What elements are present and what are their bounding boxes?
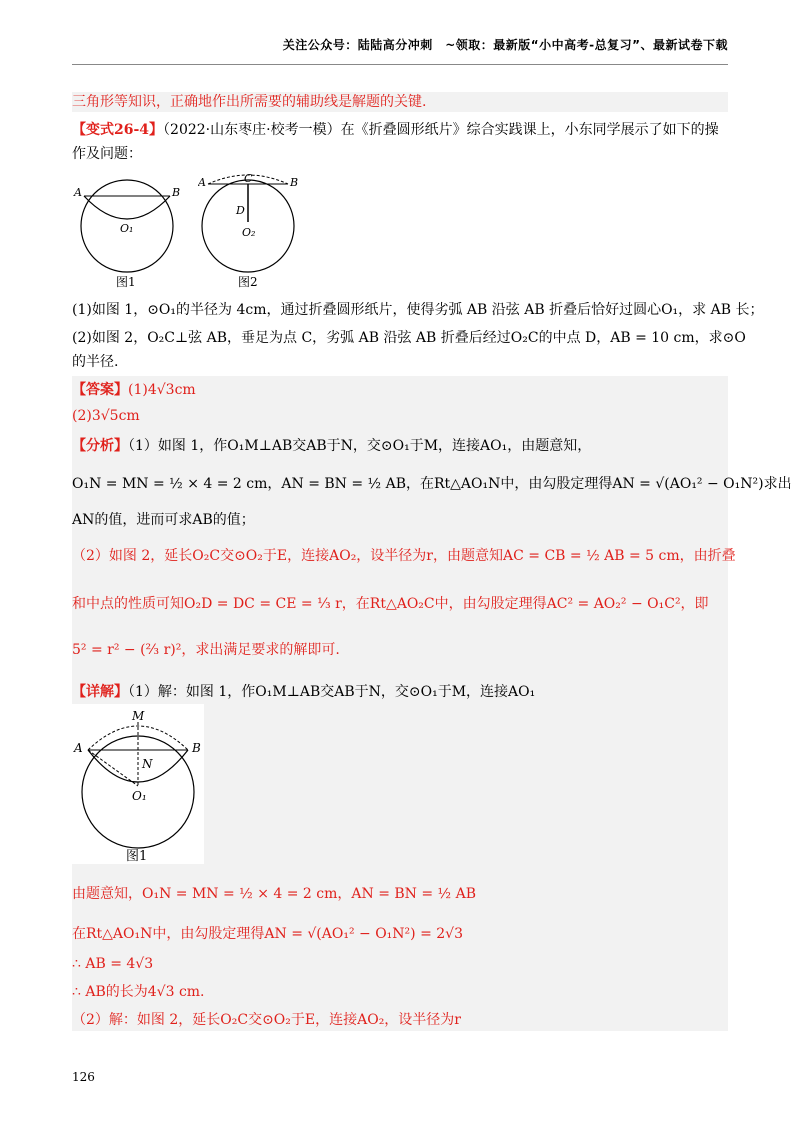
fig2-caption: 图2 xyxy=(238,275,258,289)
analysis-line-5: 和中点的性质可知O₂D = DC = CE = ⅓ r，在Rt△AO₂C中，由勾股定理得AC² = AO₂² − O₁C²，即 xyxy=(72,596,709,612)
detail-text-1: （1）解：如图 1，作O₁M⊥AB交AB于N，交⊙O₁于M，连接AO₁ xyxy=(128,684,536,700)
detail-line-4: ∴ AB = 4√3 xyxy=(72,956,154,972)
analysis-tag: 【分析】 xyxy=(72,438,128,454)
figure-1 xyxy=(72,162,182,292)
answer-line-1 xyxy=(72,380,728,400)
fig1-caption: 图1 xyxy=(116,275,136,289)
figure-3 xyxy=(72,704,204,866)
label-b-3: B xyxy=(192,741,201,755)
detail-line-2: 由题意知，O₁N = MN = ½ × 4 = 2 cm，AN = BN = ½ AB xyxy=(72,886,476,902)
analysis-line-1 xyxy=(72,436,728,456)
label-a: A xyxy=(74,186,82,199)
problem-line-2: 作及问题： xyxy=(72,146,142,162)
label-b: B xyxy=(172,186,181,199)
problem-source: （2022·山东枣庄·校考一模）在《折叠圆形纸片》综合实践课上，小东同学展示了如下的操 xyxy=(163,122,719,138)
label-b-2: B xyxy=(290,176,299,189)
label-a-2: A xyxy=(198,176,206,189)
label-d: D xyxy=(236,204,245,217)
detail-tag: 【详解】 xyxy=(72,684,128,700)
label-a-3: A xyxy=(74,741,83,755)
label-o1-3: O₁ xyxy=(132,789,147,803)
answer-1: (1)4√3cm xyxy=(128,382,196,398)
answer-tag: 【答案】 xyxy=(72,382,128,398)
detail-line-5: ∴ AB的长为4√3 cm. xyxy=(72,984,205,1000)
page-number: 126 xyxy=(72,1070,95,1084)
detail-line-6: （2）解：如图 2，延长O₂C交⊙O₂于E，连接AO₂，设半径为r xyxy=(72,1012,461,1028)
label-o2: O₂ xyxy=(242,226,256,239)
question-2-cont: 的半径. xyxy=(72,354,119,370)
folded-arc xyxy=(84,196,170,219)
label-c: C xyxy=(244,172,253,185)
fig3-caption: 图1 xyxy=(126,849,148,864)
header-rule xyxy=(72,64,728,65)
detail-line-3: 在Rt△AO₁N中，由勾股定理得AN = √(AO₁² − O₁N²) = 2√3 xyxy=(72,926,463,942)
label-n: N xyxy=(142,757,153,771)
analysis-line-6: 5² = r² − (⅔ r)²，求出满足要求的解即可. xyxy=(72,642,340,658)
analysis-text-1: （1）如图 1，作O₁M⊥AB交AB于N，交⊙O₁于M，连接AO₁，由题意知， xyxy=(128,438,592,454)
label-m: M xyxy=(132,709,145,723)
analysis-line-3: AN的值，进而可求AB的值； xyxy=(72,512,255,528)
answer-2: (2)3√5cm xyxy=(72,408,140,424)
analysis-line-4: （2）如图 2，延长O₂C交⊙O₂于E，连接AO₂，设半径为r，由题意知AC = CB = ½ AB = 5 cm，由折叠 xyxy=(72,548,736,564)
problem-line-1 xyxy=(72,120,728,140)
question-2: (2)如图 2，O₂C⊥弦 AB，垂足为点 C，劣弧 AB 沿弦 AB 折叠后经过O₂C的中点 D，AB = 10 cm，求⊙O xyxy=(72,330,746,346)
intro-text: 三角形等知识，正确地作出所需要的辅助线是解题的关键. xyxy=(72,94,427,110)
page-header: 关注公众号：陆陆高分冲刺 ~领取：最新版“小中高考-总复习”、最新试卷下载 xyxy=(282,38,728,52)
question-1: (1)如图 1，⊙O₁的半径为 4cm，通过折叠圆形纸片，使得劣弧 AB 沿弦 AB 折叠后恰好过圆心O₁，求 AB 长； xyxy=(72,302,764,318)
analysis-line-2: O₁N = MN = ½ × 4 = 2 cm，AN = BN = ½ AB，在Rt△AO₁N中，由勾股定理得AN = √(AO₁² − O₁N²)求出 xyxy=(72,476,792,492)
figure-2 xyxy=(198,162,308,292)
label-o1: O₁ xyxy=(120,222,134,235)
detail-line-1 xyxy=(72,682,728,702)
problem-tag: 【变式26-4】 xyxy=(72,122,164,138)
